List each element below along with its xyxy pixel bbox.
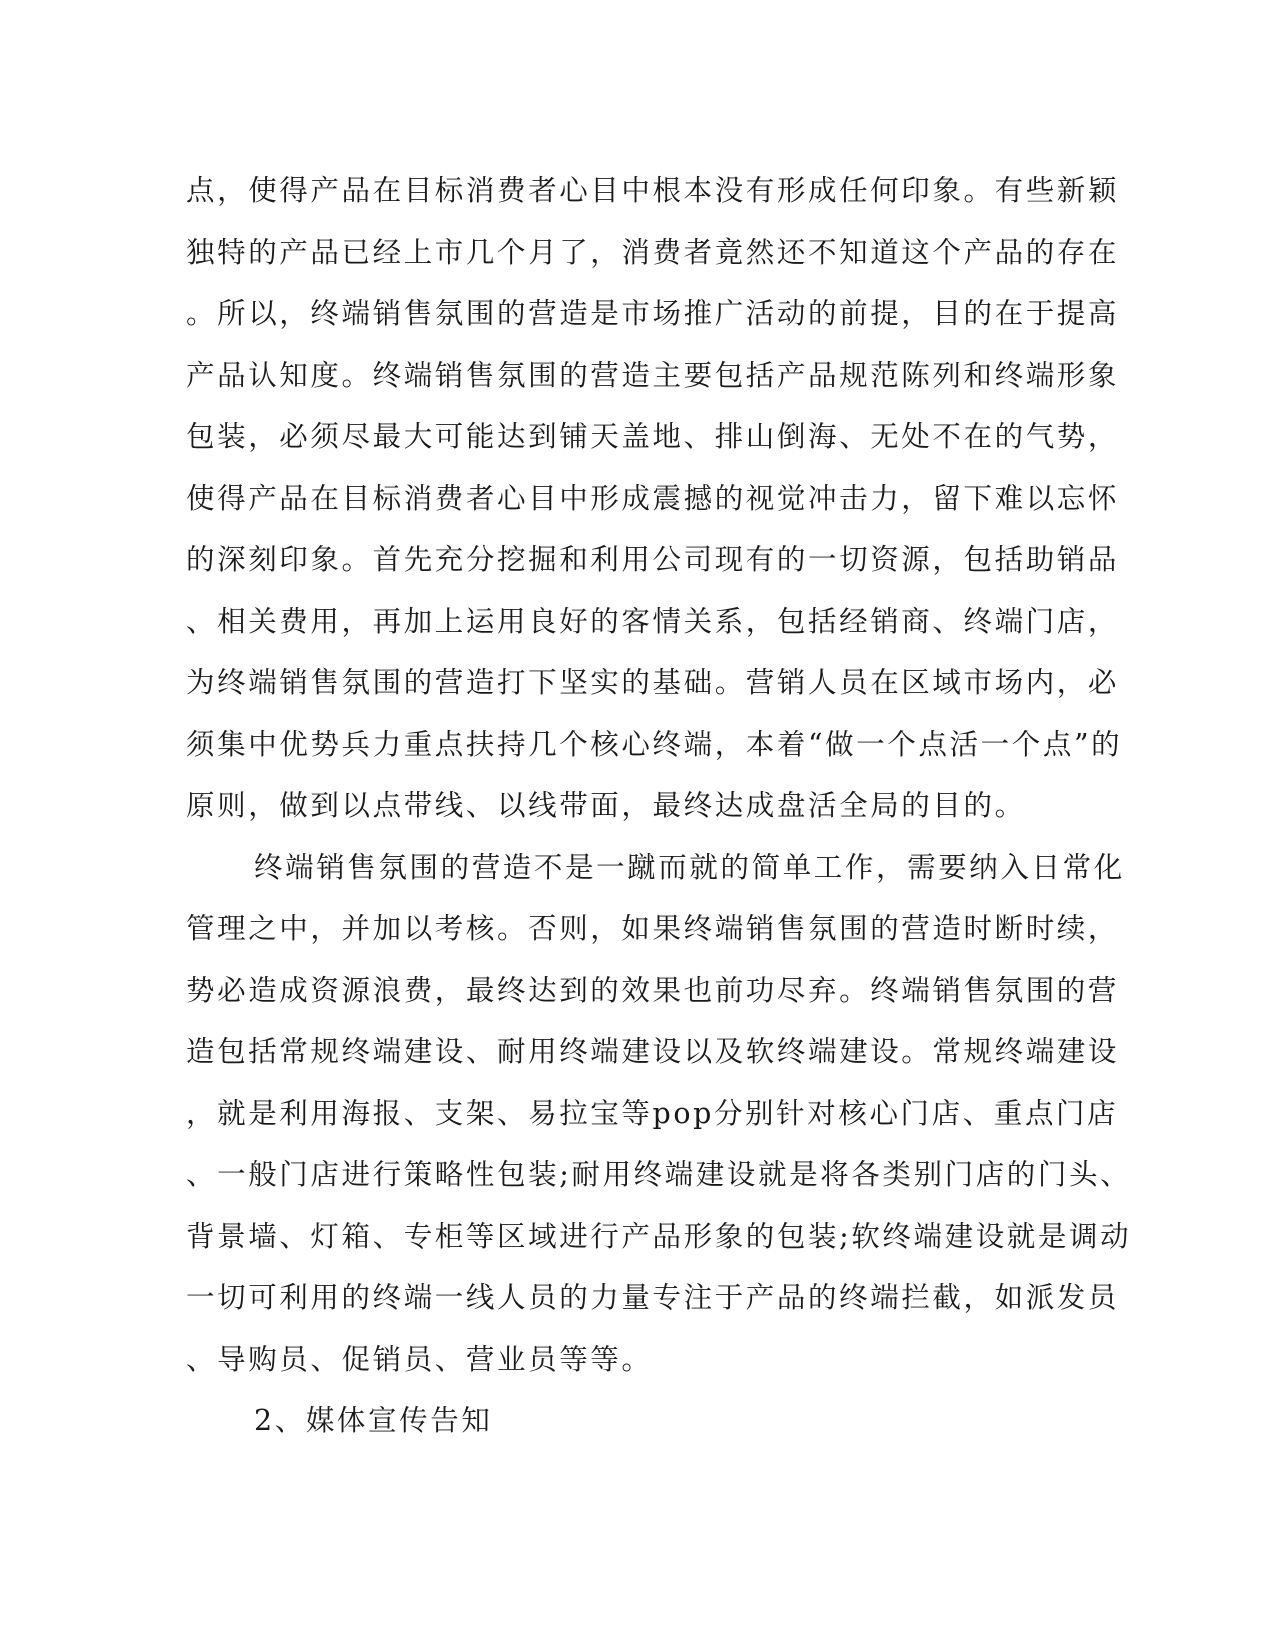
text-line: 。所以，终端销售氛围的营造是市场推广活动的前提，目的在于提高 (186, 297, 1120, 330)
text-line: 包装，必须尽最大可能达到铺天盖地、排山倒海、无处不在的气势， (186, 420, 1120, 453)
text-line: 造包括常规终端建设、耐用终端建设以及软终端建设。常规终端建设 (186, 1035, 1120, 1068)
text-line: 为终端销售氛围的营造打下坚实的基础。营销人员在区域市场内，必 (186, 666, 1120, 699)
paragraph-2 (186, 837, 1132, 1391)
section-heading: 2、媒体宣传告知 (254, 1404, 493, 1437)
text-line: 终端销售氛围的营造不是一蹴而就的简单工作，需要纳入日常化 (254, 850, 1125, 884)
text-line: 势必造成资源浪费，最终达到的效果也前功尽弃。终端销售氛围的营 (186, 973, 1120, 1007)
text-line: 一切可利用的终端一线人员的力量专注于产品的终端拦截，如派发员 (186, 1281, 1120, 1314)
text-line: 背景墙、灯箱、专柜等区域进行产品形象的包装;软终端建设就是调动 (186, 1219, 1132, 1253)
text-line: ，就是利用海报、支架、易拉宝等pop分别针对核心门店、重点门店 (186, 1096, 1119, 1130)
text-line: 、导购员、促销员、营业员等等。 (186, 1342, 653, 1376)
text-line: 、一般门店进行策略性包装;耐用终端建设就是将各类别门店的门头、 (186, 1158, 1132, 1191)
document-body (186, 160, 1132, 1452)
text-line: 、相关费用，再加上运用良好的客情关系，包括经销商、终端门店， (186, 604, 1120, 638)
text-line: 管理之中，并加以考核。否则，如果终端销售氛围的营造时断时续， (186, 912, 1120, 945)
text-line: 产品认知度。终端销售氛围的营造主要包括产品规范陈列和终端形象 (186, 358, 1120, 392)
text-line: 独特的产品已经上市几个月了，消费者竟然还不知道这个产品的存在 (186, 235, 1120, 269)
text-line: 原则，做到以点带线、以线带面，最终达成盘活全局的目的。 (186, 789, 1026, 822)
text-line: 使得产品在目标消费者心目中形成震撼的视觉冲击力，留下难以忘怀 (186, 481, 1120, 515)
text-line: 的深刻印象。首先充分挖掘和利用公司现有的一切资源，包括助销品 (186, 543, 1120, 576)
text-line: 须集中优势兵力重点扶持几个核心终端，本着“做一个点活一个点”的 (186, 727, 1123, 761)
paragraph-1 (186, 160, 1123, 837)
text-line: 点，使得产品在目标消费者心目中根本没有形成任何印象。有些新颖 (186, 174, 1120, 207)
